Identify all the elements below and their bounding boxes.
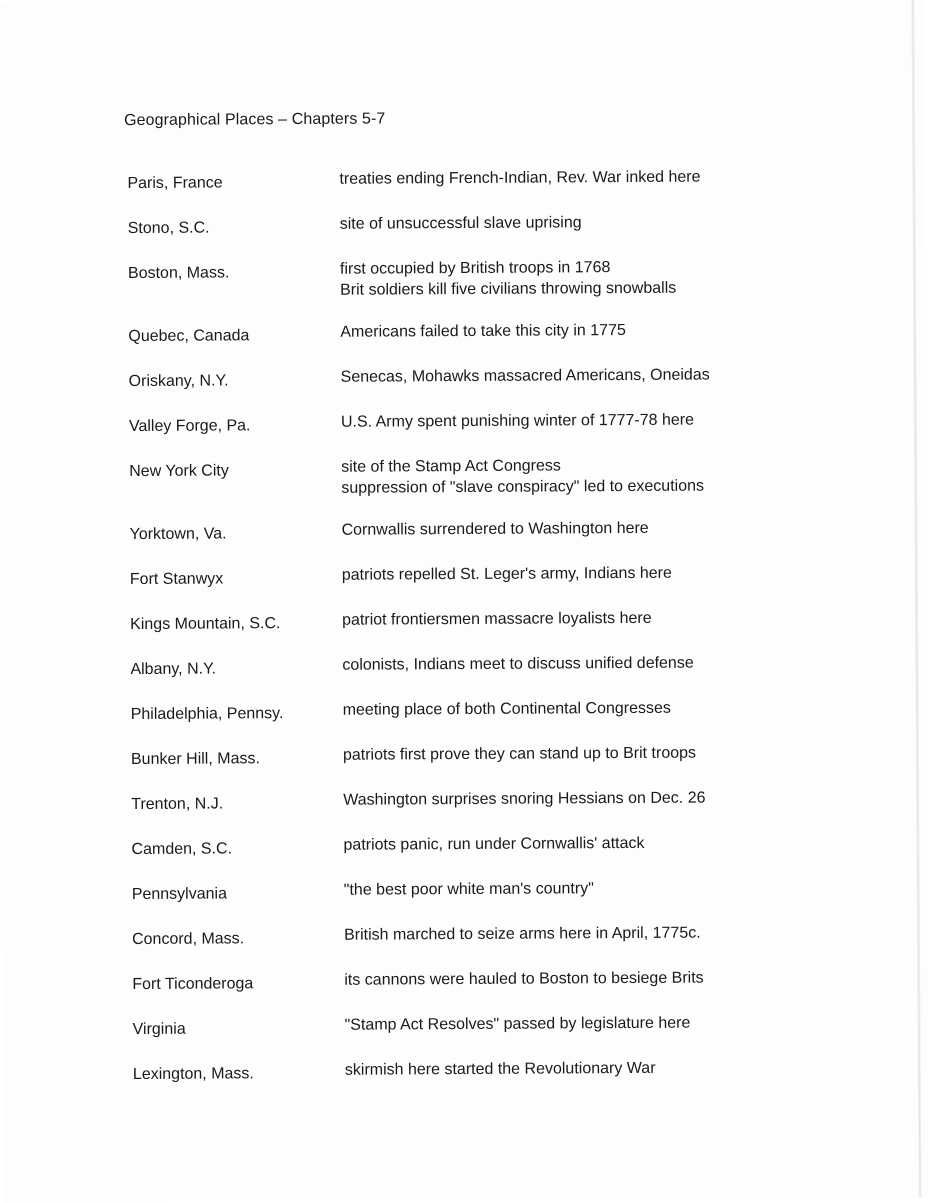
description-line: treaties ending French-Indian, Rev. War inked here	[339, 168, 701, 188]
list-item	[132, 967, 832, 995]
place-name: Albany, N.Y.	[130, 660, 217, 679]
place-description	[343, 832, 831, 856]
place-name: Oriskany, N.Y.	[128, 372, 229, 391]
place-description	[341, 454, 829, 499]
place-name: Concord, Mass.	[132, 930, 245, 949]
place-name: Kings Mountain, S.C.	[130, 615, 281, 634]
list-item	[127, 166, 827, 194]
description-line: patriots panic, run under Cornwallis' attack	[343, 834, 645, 854]
list-item	[133, 1057, 833, 1085]
description-line: Senecas, Mohawks massacred Americans, Oneidas	[340, 366, 710, 386]
place-name: Trenton, N.J.	[131, 795, 224, 814]
list-item	[131, 832, 831, 860]
place-description	[345, 1057, 833, 1081]
description-line: suppression of "slave conspiracy" led to executions	[341, 477, 705, 497]
place-name: Pennsylvania	[131, 885, 228, 904]
list-item	[129, 364, 829, 392]
description-line: "Stamp Act Resolves" passed by legislature here	[344, 1014, 691, 1034]
place-description	[342, 607, 830, 631]
place-name: Lexington, Mass.	[132, 1065, 254, 1084]
place-name: Philadelphia, Pennsy.	[130, 705, 284, 724]
description-line: meeting place of both Continental Congresses	[342, 699, 671, 719]
list-item	[133, 1012, 833, 1040]
description-line: skirmish here started the Revolutionary War	[344, 1059, 656, 1079]
description-line: patriots first prove they can stand up to Brit troops	[342, 744, 697, 764]
place-name: New York City	[129, 462, 229, 481]
place-name: Paris, France	[127, 174, 223, 193]
place-description	[344, 967, 832, 991]
place-description	[343, 742, 831, 766]
list-item	[129, 454, 829, 500]
place-description	[343, 697, 831, 721]
place-name: Yorktown, Va.	[129, 525, 227, 544]
list-item	[128, 319, 828, 347]
place-description	[344, 877, 832, 901]
place-name: Boston, Mass.	[127, 264, 230, 283]
description-line: its cannons were hauled to Boston to besiege Brits	[344, 969, 704, 989]
description-line: "the best poor white man's country"	[343, 880, 594, 899]
place-description	[343, 787, 831, 811]
place-description	[341, 409, 829, 433]
description-line: site of unsuccessful slave uprising	[339, 214, 582, 233]
list-item	[132, 922, 832, 950]
list-item	[129, 409, 829, 437]
description-line: U.S. Army spent punishing winter of 1777-78 here	[340, 411, 695, 431]
list-item	[130, 517, 830, 545]
description-line: Americans failed to take this city in 1775	[340, 322, 626, 341]
description-line: patriot frontiersmen massacre loyalists here	[342, 609, 652, 629]
description-line: Cornwallis surrendered to Washington here	[341, 519, 649, 539]
places-list	[127, 166, 833, 1106]
place-name: Camden, S.C.	[131, 840, 233, 859]
place-description	[345, 1012, 833, 1036]
description-line: Washington surprises snoring Hessians on Dec. 26	[343, 789, 706, 809]
description-line: Brit soldiers kill five civilians throwing snowballs	[340, 279, 677, 299]
place-description	[342, 517, 830, 541]
place-description	[342, 562, 830, 586]
list-item	[130, 652, 830, 680]
place-description	[342, 652, 830, 676]
place-name: Quebec, Canada	[128, 327, 250, 346]
place-name: Fort Stanwyx	[129, 570, 224, 589]
list-item	[130, 607, 830, 635]
page-edge-shadow	[911, 0, 921, 1197]
description-line: British marched to seize arms here in April, 1775c.	[343, 924, 701, 944]
list-item	[131, 742, 831, 770]
place-description	[340, 211, 828, 235]
list-item	[128, 211, 828, 239]
place-name: Valley Forge, Pa.	[128, 417, 251, 436]
description-line: patriots repelled St. Leger's army, Indians here	[341, 564, 672, 584]
list-item	[131, 787, 831, 815]
place-name: Virginia	[132, 1020, 186, 1039]
place-description	[340, 319, 828, 343]
description-line: site of the Stamp Act Congress	[341, 457, 561, 476]
list-item	[131, 697, 831, 725]
place-description	[344, 922, 832, 946]
place-name: Fort Ticonderoga	[132, 975, 254, 994]
place-description	[341, 364, 829, 388]
place-description	[339, 166, 827, 190]
place-description	[340, 256, 828, 301]
description-line: first occupied by British troops in 1768	[339, 259, 611, 278]
page-title: Geographical Places – Chapters 5-7	[124, 110, 386, 130]
place-name: Stono, S.C.	[127, 219, 210, 238]
list-item	[130, 562, 830, 590]
description-line: colonists, Indians meet to discuss unified defense	[342, 654, 694, 674]
list-item	[132, 877, 832, 905]
place-name: Bunker Hill, Mass.	[130, 750, 260, 769]
list-item	[128, 256, 828, 302]
